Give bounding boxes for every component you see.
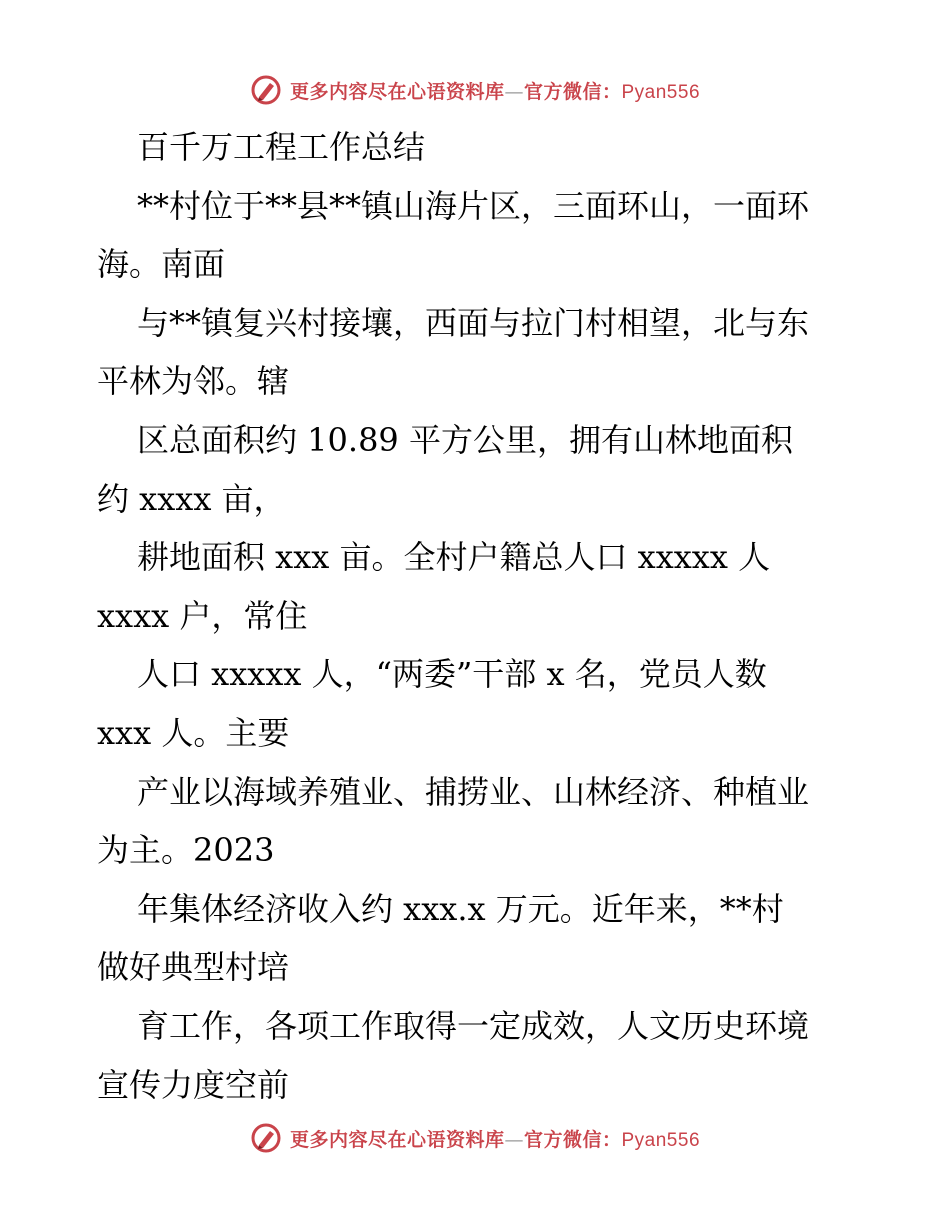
banner-suffix-text: 官方微信：: [523, 1128, 622, 1151]
header-banner: [0, 70, 950, 110]
document-line: 百千万工程工作总结: [137, 128, 426, 166]
document-line: 育工作，各项工作取得一定成效，人文历史环境: [137, 1006, 810, 1045]
document-line: xxx 人。主要: [97, 713, 290, 752]
document-line: **村位于**县**镇山海片区，三面环山，一面环: [137, 186, 810, 225]
document-line: 海。南面: [97, 245, 226, 284]
banner-dash: —: [504, 80, 524, 103]
document-line: xxxx 户，常住: [97, 596, 308, 635]
document-line: 人口 xxxxx 人，“两委”干部 x 名，党员人数: [137, 655, 767, 694]
banner-text: [290, 77, 700, 104]
document-line: 区总面积约 10.89 平方公里，拥有山林地面积: [137, 420, 793, 459]
banner-text: [290, 1125, 700, 1152]
pen-logo-icon: [250, 74, 282, 106]
pen-logo-icon: [250, 1122, 282, 1154]
document-line: 宣传力度空前: [97, 1065, 290, 1104]
document-line: 做好典型村培: [97, 948, 290, 987]
banner-account: Pyan556: [621, 81, 701, 103]
banner-account: Pyan556: [621, 1129, 701, 1151]
document-line: 耕地面积 xxx 亩。全村户籍总人口 xxxxx 人: [137, 538, 771, 577]
document-line: 平林为邻。辖: [97, 362, 290, 401]
document-line: 约 xxxx 亩，: [97, 479, 286, 518]
document-line: 年集体经济收入约 xxx.x 万元。近年来，**村: [137, 889, 784, 928]
document-body: [97, 118, 857, 1114]
banner-main-text: 更多内容尽在心语资料库: [289, 80, 505, 103]
document-line: 产业以海域养殖业、捕捞业、山林经济、种植业: [137, 772, 810, 811]
document-line: 与**镇复兴村接壤，西面与拉门村相望，北与东: [137, 303, 810, 342]
footer-banner: [0, 1118, 950, 1158]
document-line: 为主。2023: [97, 831, 275, 870]
banner-main-text: 更多内容尽在心语资料库: [289, 1128, 505, 1151]
banner-suffix-text: 官方微信：: [523, 80, 622, 103]
banner-dash: —: [504, 1128, 524, 1151]
